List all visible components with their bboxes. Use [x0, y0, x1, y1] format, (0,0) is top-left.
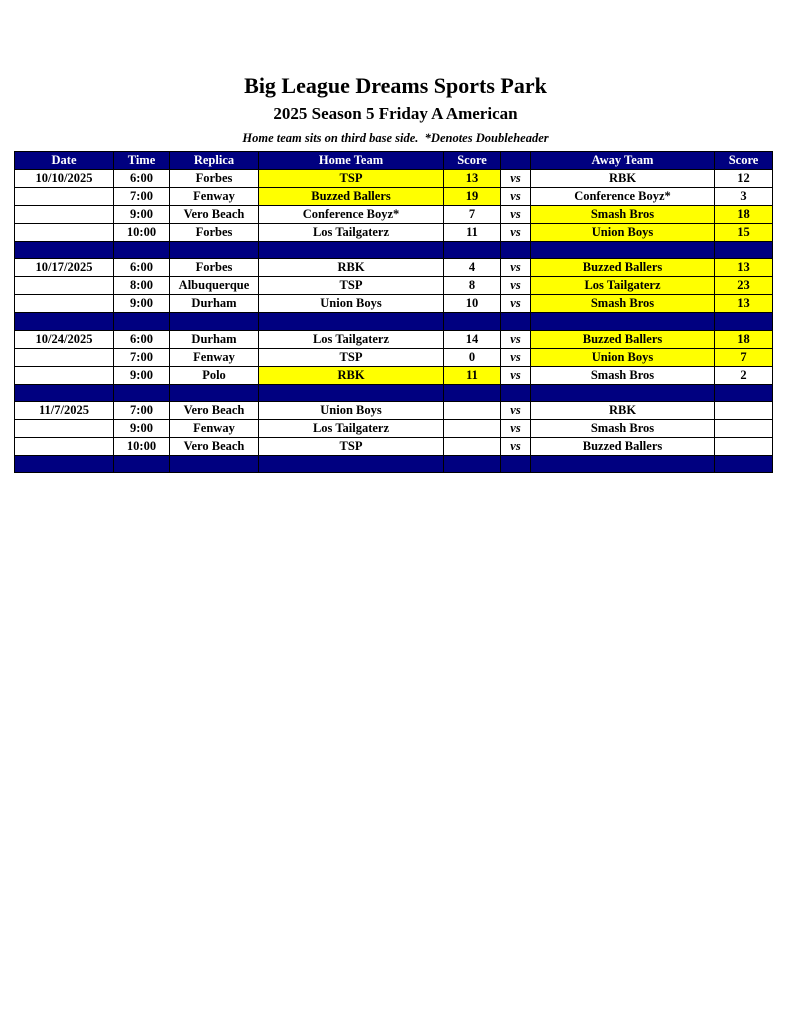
home-score-cell: 14 — [444, 330, 501, 348]
away-score-cell — [715, 401, 773, 419]
separator-cell — [715, 384, 773, 401]
home-team-cell: RBK — [259, 366, 444, 384]
separator-cell — [444, 242, 501, 259]
time-cell: 10:00 — [114, 224, 170, 242]
col-date: Date — [15, 152, 114, 170]
away-team-cell: Buzzed Ballers — [531, 330, 715, 348]
date-cell: 10/24/2025 — [15, 330, 114, 348]
separator-cell — [501, 313, 531, 330]
time-cell: 7:00 — [114, 348, 170, 366]
away-score-cell: 12 — [715, 170, 773, 188]
vs-cell: vs — [501, 330, 531, 348]
away-score-cell: 13 — [715, 295, 773, 313]
date-cell: 10/17/2025 — [15, 259, 114, 277]
schedule-table — [14, 151, 773, 473]
home-team-cell: Union Boys — [259, 295, 444, 313]
time-cell: 9:00 — [114, 206, 170, 224]
away-score-cell: 3 — [715, 188, 773, 206]
home-score-cell: 13 — [444, 170, 501, 188]
time-cell: 9:00 — [114, 366, 170, 384]
replica-cell: Polo — [170, 366, 259, 384]
table-row — [15, 277, 773, 295]
table-row — [15, 206, 773, 224]
vs-cell: vs — [501, 401, 531, 419]
vs-cell: vs — [501, 295, 531, 313]
separator-cell — [531, 384, 715, 401]
date-cell — [15, 437, 114, 455]
away-team-cell: Buzzed Ballers — [531, 437, 715, 455]
separator-cell — [259, 242, 444, 259]
time-cell: 6:00 — [114, 259, 170, 277]
home-team-cell: TSP — [259, 277, 444, 295]
table-row — [15, 170, 773, 188]
separator-cell — [170, 242, 259, 259]
week-separator-row — [15, 242, 773, 259]
separator-cell — [531, 455, 715, 472]
separator-cell — [531, 313, 715, 330]
home-team-cell: Conference Boyz* — [259, 206, 444, 224]
header-row — [15, 152, 773, 170]
vs-cell: vs — [501, 419, 531, 437]
separator-cell — [259, 313, 444, 330]
away-score-cell: 18 — [715, 206, 773, 224]
week-separator-row — [15, 384, 773, 401]
replica-cell: Forbes — [170, 224, 259, 242]
home-score-cell: 4 — [444, 259, 501, 277]
away-team-cell: Union Boys — [531, 224, 715, 242]
away-score-cell: 18 — [715, 330, 773, 348]
table-row — [15, 188, 773, 206]
away-score-cell: 2 — [715, 366, 773, 384]
replica-cell: Vero Beach — [170, 437, 259, 455]
home-score-cell — [444, 437, 501, 455]
date-cell — [15, 277, 114, 295]
replica-cell: Albuquerque — [170, 277, 259, 295]
vs-cell: vs — [501, 437, 531, 455]
replica-cell: Durham — [170, 295, 259, 313]
document-subtitle: 2025 Season 5 Friday A American — [273, 104, 518, 123]
date-cell: 11/7/2025 — [15, 401, 114, 419]
vs-cell: vs — [501, 366, 531, 384]
away-score-cell — [715, 437, 773, 455]
separator-cell — [259, 384, 444, 401]
time-cell: 7:00 — [114, 188, 170, 206]
week-separator-row — [15, 455, 773, 472]
home-team-cell: Union Boys — [259, 401, 444, 419]
home-score-cell — [444, 401, 501, 419]
replica-cell: Fenway — [170, 188, 259, 206]
separator-cell — [170, 384, 259, 401]
col-away-team: Away Team — [531, 152, 715, 170]
separator-cell — [114, 242, 170, 259]
replica-cell: Durham — [170, 330, 259, 348]
away-team-cell: Smash Bros — [531, 366, 715, 384]
home-score-cell: 11 — [444, 366, 501, 384]
col-away-score: Score — [715, 152, 773, 170]
separator-cell — [444, 384, 501, 401]
separator-cell — [259, 455, 444, 472]
table-row — [15, 259, 773, 277]
replica-cell: Vero Beach — [170, 401, 259, 419]
table-row — [15, 366, 773, 384]
vs-cell: vs — [501, 277, 531, 295]
home-score-cell: 8 — [444, 277, 501, 295]
separator-cell — [114, 384, 170, 401]
away-team-cell: Smash Bros — [531, 419, 715, 437]
away-team-cell: Buzzed Ballers — [531, 259, 715, 277]
time-cell: 10:00 — [114, 437, 170, 455]
separator-cell — [15, 384, 114, 401]
home-score-cell: 10 — [444, 295, 501, 313]
time-cell: 9:00 — [114, 419, 170, 437]
table-row — [15, 295, 773, 313]
home-team-cell: TSP — [259, 437, 444, 455]
home-score-cell: 7 — [444, 206, 501, 224]
time-cell: 9:00 — [114, 295, 170, 313]
vs-cell: vs — [501, 206, 531, 224]
col-time: Time — [114, 152, 170, 170]
separator-cell — [114, 455, 170, 472]
replica-cell: Vero Beach — [170, 206, 259, 224]
document-title: Big League Dreams Sports Park — [244, 73, 547, 98]
table-row — [15, 419, 773, 437]
away-score-cell: 7 — [715, 348, 773, 366]
date-cell — [15, 366, 114, 384]
separator-cell — [15, 313, 114, 330]
replica-cell: Fenway — [170, 348, 259, 366]
home-team-cell: Los Tailgaterz — [259, 419, 444, 437]
table-row — [15, 224, 773, 242]
date-cell — [15, 224, 114, 242]
time-cell: 8:00 — [114, 277, 170, 295]
table-row — [15, 401, 773, 419]
away-team-cell: RBK — [531, 401, 715, 419]
away-score-cell: 23 — [715, 277, 773, 295]
separator-cell — [531, 242, 715, 259]
separator-cell — [15, 455, 114, 472]
date-cell — [15, 348, 114, 366]
away-team-cell: Smash Bros — [531, 206, 715, 224]
separator-cell — [501, 242, 531, 259]
home-team-cell: Los Tailgaterz — [259, 224, 444, 242]
separator-cell — [444, 455, 501, 472]
away-score-cell: 13 — [715, 259, 773, 277]
home-score-cell: 11 — [444, 224, 501, 242]
replica-cell: Forbes — [170, 170, 259, 188]
time-cell: 6:00 — [114, 330, 170, 348]
date-cell — [15, 206, 114, 224]
time-cell: 7:00 — [114, 401, 170, 419]
date-cell — [15, 188, 114, 206]
table-row — [15, 437, 773, 455]
away-team-cell: Los Tailgaterz — [531, 277, 715, 295]
home-team-cell: TSP — [259, 348, 444, 366]
col-home-score: Score — [444, 152, 501, 170]
away-team-cell: Conference Boyz* — [531, 188, 715, 206]
separator-cell — [114, 313, 170, 330]
date-cell — [15, 419, 114, 437]
replica-cell: Fenway — [170, 419, 259, 437]
away-team-cell: RBK — [531, 170, 715, 188]
away-score-cell — [715, 419, 773, 437]
vs-cell: vs — [501, 348, 531, 366]
separator-cell — [715, 455, 773, 472]
vs-cell: vs — [501, 170, 531, 188]
document-note: Home team sits on third base side. *Denotes Doubleheader — [242, 131, 549, 145]
home-team-cell: TSP — [259, 170, 444, 188]
separator-cell — [15, 242, 114, 259]
separator-cell — [715, 313, 773, 330]
separator-cell — [715, 242, 773, 259]
col-home-team: Home Team — [259, 152, 444, 170]
home-score-cell — [444, 419, 501, 437]
table-row — [15, 348, 773, 366]
date-cell: 10/10/2025 — [15, 170, 114, 188]
home-team-cell: Los Tailgaterz — [259, 330, 444, 348]
week-separator-row — [15, 313, 773, 330]
away-team-cell: Smash Bros — [531, 295, 715, 313]
home-team-cell: Buzzed Ballers — [259, 188, 444, 206]
col-replica: Replica — [170, 152, 259, 170]
date-cell — [15, 295, 114, 313]
separator-cell — [170, 313, 259, 330]
table-row — [15, 330, 773, 348]
replica-cell: Forbes — [170, 259, 259, 277]
home-score-cell: 0 — [444, 348, 501, 366]
away-score-cell: 15 — [715, 224, 773, 242]
separator-cell — [170, 455, 259, 472]
separator-cell — [501, 455, 531, 472]
col-vs — [501, 152, 531, 170]
away-team-cell: Union Boys — [531, 348, 715, 366]
vs-cell: vs — [501, 259, 531, 277]
vs-cell: vs — [501, 188, 531, 206]
home-score-cell: 19 — [444, 188, 501, 206]
vs-cell: vs — [501, 224, 531, 242]
home-team-cell: RBK — [259, 259, 444, 277]
time-cell: 6:00 — [114, 170, 170, 188]
separator-cell — [444, 313, 501, 330]
separator-cell — [501, 384, 531, 401]
